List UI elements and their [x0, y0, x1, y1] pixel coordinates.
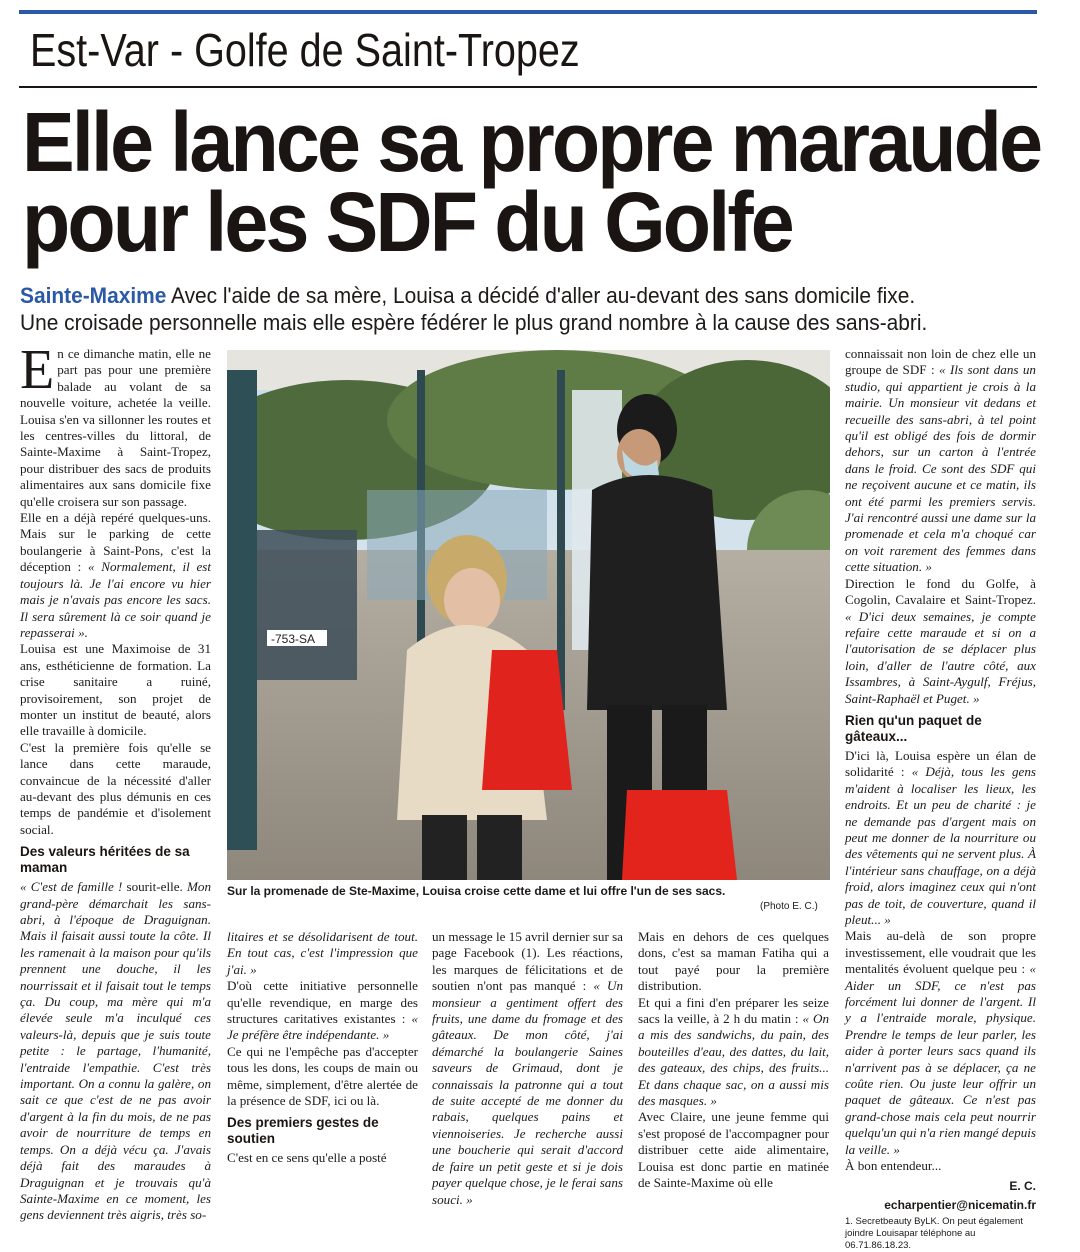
paragraph: C'est la première fois qu'elle se lance dans cette maraude, convaincue de la nécessité d'aller au-devant des plus démunis en ces temps de pandémie et d'isolement social. [20, 739, 211, 837]
quote: « On a mis des sandwichs, du pain, des bouteilles d'eau, des dattes, du lait, des gateaux, des chips, des fruits... Et dans chaque sac, on a aussi mis des masques. » [638, 1011, 830, 1109]
paragraph: Direction le fond du Golfe, à Cogolin, Cavalaire et Saint-Tropez. [845, 575, 1036, 608]
paragraph: D'ici là, Louisa espère un élan de solidarité : [845, 747, 1036, 780]
paragraph: Louisa est une Maximoise de 31 ans, esthéticienne de formation. La crise sanitaire a ruiné, provisoirement, son projet de monter un institut de beauté, alors elle travaille à domicile. [20, 641, 211, 739]
article-photo [227, 350, 830, 880]
quote: « Déjà, tous les gens m'aident à localiser les lieux, les endroits. Et un peu de charité : je ne demande pas d'argent mais on peut me donner de la nourriture ou des vêtements qui ne servent plus. À l'intérieur sans chauffage, on a déjà froid, alors imaginez ceux qui n'ont pas de toit, de couverture, quand il pleut... » [845, 764, 1036, 927]
location-tag: Sainte-Maxime [20, 283, 167, 308]
subheading: Rien qu'un paquet de gâteaux... [845, 712, 982, 744]
subheading: Des premiers gestes de soutien [227, 1115, 379, 1147]
quote: « Aider un SDF, ce n'est pas forcément lui donner de l'argent. Il y a l'entraide morale, physique. Prendre le temps de leur parler, les aider à porter leurs sacs quand ils n'arrivent pas à se déplacer, ça ne coûte rien. Ou juste leur offrir un paquet de gâteaux. Ce n'est pas grand-chose mais cela peut nourrir quelqu'un qui n'a rien mangé depuis la veille. » [845, 961, 1036, 1157]
quote: « Normalement, il est toujours là. Je l'ai encore vu hier mais je n'avais pas encore les sacs. Il sera sûrement là ce soir quand je repasserai ». [20, 559, 211, 640]
top-accent-bar [19, 10, 1037, 14]
quote: « Ils sont dans un studio, qui appartient je crois à la mairie. Un monsieur vit dedans et recueille des sans-abri, à tel point qu'il est obligé des fois de dormir dehors, sur un carton à l'entrée dans le froid. Ce sont des SDF qui ne reçoivent aucune et ce matin, ils ont été parmi les premiers servis. J'ai rencontré aussi une dame sur la promenade et cela m'a choqué car on voit rarement des femmes dans cette situation. » [845, 362, 1036, 575]
standfirst [20, 282, 1037, 336]
column-2 [227, 929, 418, 1167]
drop-cap: E [20, 339, 55, 401]
paragraph: Mais en dehors de ces quelques dons, c'est sa maman Fatiha qui a tout payé pour la première distribution. [638, 929, 829, 994]
paragraph: connaissait non loin de chez elle un groupe de SDF : [845, 346, 1036, 378]
attribution: sourit-elle. [126, 879, 187, 895]
quote: « Un monsieur a gentiment offert des fruits, une dame du fromage et des gâteaux. De mon côté, j'ai démarché la boulangerie Saines saveurs de Grimaud, dont je connaissais la patronne qui a tout de suite accepté de me donner du rabais, quelques pains et viennoiseries. Je recherche aussi une boucherie qui serait d'accord de faire un petit geste et si je dois payer quelque chose, je le ferai sans souci. » [432, 978, 623, 1207]
headline [22, 95, 1041, 269]
column-5 [845, 346, 1036, 1252]
section-rule [19, 86, 1037, 88]
standfirst-line-2: Une croisade personnelle mais elle espère fédérer le plus grand nombre à la cause des sans-abri. [20, 310, 928, 335]
photo-credit: (Photo E. C.) [760, 901, 818, 912]
column-3 [432, 929, 623, 1208]
plate-text: -753-SA [271, 632, 316, 646]
author-email[interactable]: echarpentier@nicematin.fr [884, 1197, 1036, 1212]
author-initials: E. C. [1009, 1178, 1036, 1193]
paragraph: n ce dimanche matin, elle ne part pas pour une première balade au volant de sa nouvelle voiture, achetée la veille. Louisa s'en va sillonner les routes et les centres-villes du littoral, de Sainte-Maxime à Saint-Tropez, pour distribuer des sacs de produits alimentaires aux sans domicile fixe qu'elle croisera sur son passage. [20, 346, 211, 509]
quote: Mon grand-père démarchait les sans-abri, à l'époque de Draguignan. Mais il faisait aussi toute la côte. Il les ramenait à la maison pour qu'ils prennent une douche, il les nourrissait et il faisait tout le temps ça. Du coup, ma mère qui m'a élevée seule m'a inculqué ces valeurs-là, depuis que je suis toute petite : le partage, l'humanité, l'entraide l'empathie. C'est très important. On a connu la galère, on sait ce que c'est de ne pas avoir d'argent à la fin du mois, de ne pas avoir de nourriture de temps en temps. On a déjà vécu ça. J'avais déjà fait des maraudes à Draguignan et je trouvais qu'à Sainte-Maxime en ce moment, les gens deviennent très aigris, très so- [20, 879, 211, 1223]
quote: « D'ici deux semaines, je compte refaire cette maraude et si on a l'autorisation de se déplacer plus loin, d'aller de l'autre côté, aux Issambres, à Saint-Aygulf, Fréjus, Saint-Raphaël et Puget. » [845, 608, 1036, 706]
headline-line-2: pour les SDF du Golfe [22, 175, 792, 269]
standfirst-line-1: Avec l'aide de sa mère, Louisa a décidé d'aller au-devant des sans domicile fixe. [171, 283, 916, 308]
paragraph: D'où cette initiative personnelle qu'elle revendique, en marge des structures caritatives existantes : [227, 978, 418, 1027]
paragraph: Et qui a fini d'en préparer les seize sacs la veille, à 2 h du matin : [638, 994, 829, 1027]
paragraph: Elle en a déjà repéré quelques-uns. Mais sur le parking de cette boulangerie à Saint-Pons, c'est la déception : [20, 510, 211, 575]
column-4 [638, 929, 829, 1192]
paragraph: Mais au-delà de son propre investissement, elle voudrait que les mentalités évoluent quelque peu : [845, 928, 1036, 977]
subheading: Des valeurs héritées de sa maman [20, 844, 190, 876]
paragraph: C'est en ce sens qu'elle a posté [227, 1150, 387, 1166]
photo-caption: Sur la promenade de Ste-Maxime, Louisa croise cette dame et lui offre l'un de ses sacs. [227, 884, 726, 898]
paragraph: À bon entendeur... [845, 1158, 942, 1174]
paragraph: Ce qui ne l'empêche pas d'accepter tous les dons, les coups de main ou même, simplement, d'être alertée de la présence de SDF, ici ou là. [227, 1043, 418, 1109]
footnote: 1. Secretbeauty ByLK. On peut également joindre Louisapar téléphone au 06.71.86.18.23. [845, 1216, 1023, 1252]
quote: « C'est de famille ! [20, 879, 127, 895]
headline-line-1: Elle lance sa propre maraude [22, 95, 1041, 189]
column-1 [20, 339, 211, 1224]
section-title: Est-Var - Golfe de Saint-Tropez [30, 24, 580, 76]
quote: litaires et se désolidarisent de tout. En tout cas, c'est l'impression que j'ai. » [227, 929, 418, 977]
quote: « Je préfère être indépendante. » [227, 1011, 418, 1043]
paragraph: Avec Claire, une jeune femme qui s'est proposé de l'accompagner pour distribuer cette aide alimentaire, Louisa est donc partie en matinée de Sainte-Maxime où elle [638, 1109, 829, 1191]
paragraph: un message le 15 avril dernier sur sa page Facebook (1). Les réactions, les marques de félicitations et de soutien n'ont pas manqué : [432, 929, 623, 994]
